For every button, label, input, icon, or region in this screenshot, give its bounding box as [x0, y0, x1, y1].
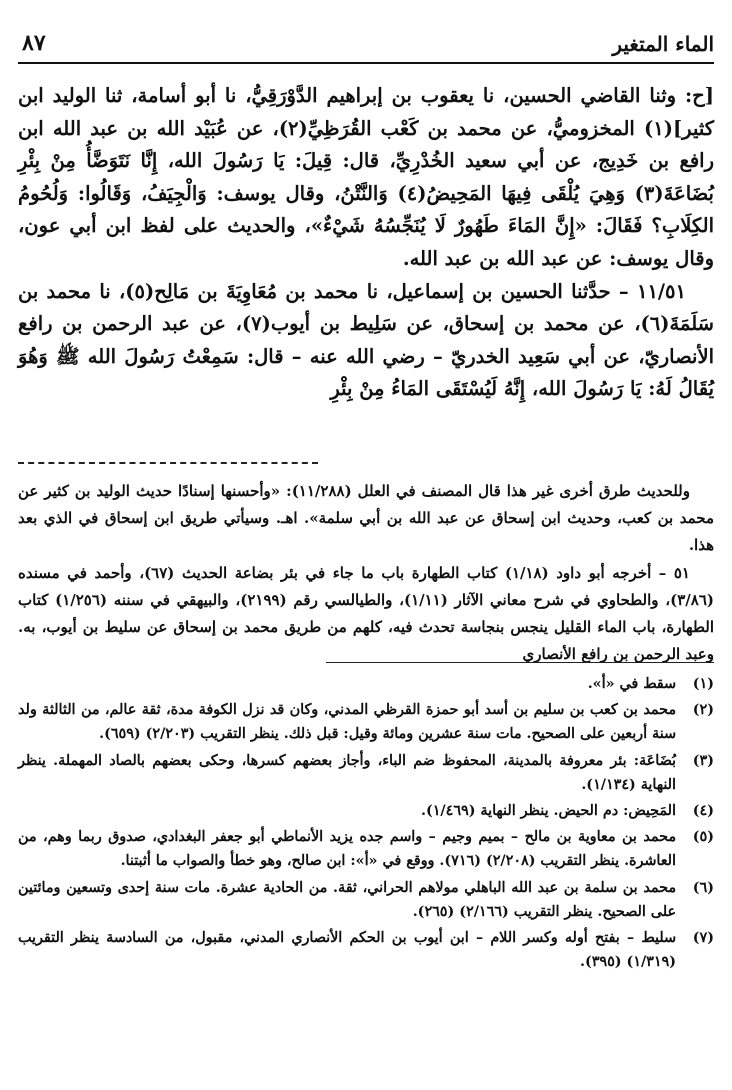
page-header — [18, 28, 714, 64]
commentary-paragraph-2: ٥١ – أخرجه أبو داود (١/١٨) كتاب الطهارة باب ما جاء في بئر بضاعة الحديث (٦٧)، وأحمد في مسنده (٣/٨٦)، والطحاوي في شرح معاني الآثار (١/١١)، والطيالسي رقم (٢١٩٩)، والبيهقي في سننه (١/٢٥٦) كتاب الطهارة، باب الماء القليل ينجس بنجاسة تحدث فيه، كلهم من طريق محمد بن إسحاق عن سليط بن أيوب، به. وعبد الرحمن بن رافع الأنصاري — [18, 564, 714, 663]
commentary-paragraph-1: وللحديث طرق أخرى غير هذا قال المصنف في العلل (١١/٢٨٨): «وأحسنها إسنادًا حديث الوليد بن كثير عن محمد بن كعب، وحديث ابن إسحاق عن عبد الله بن أبي سلمة». اهـ. وسيأتي طريق ابن إسحاق في الذي بعد هذا. — [18, 482, 714, 554]
footnote-item — [18, 926, 714, 974]
footnote-text: محمد بن كعب بن سليم بن أسد أبو حمزة القرظي المدني، وكان قد نزل الكوفة مدة، ثقة عالم، من الثالثة ولد سنة أربعين على الصحيح. مات سنة عشرين ومائة وقيل: قبل ذلك. ينظر التقريب (٢/٢٠٣) (٦٥٩). — [18, 702, 676, 743]
hadith-paragraph-2: ١١/٥١ – حدَّثنا الحسين بن إسماعيل، نا محمد بن مُعَاوِيَةَ بن مَالِح(٥)، نا محمد بن سَلَمَةَ(٦)، عن محمد بن إسحاق، عن سَلِيط بن أيوب(٧)، عن عبد الرحمن بن رافع الأنصاريّ، عن أبي سَعِيد الخدريّ – رضي الله عنه – قال: سَمِعْتُ رَسُولَ الله ﷺ وَهُوَ يُقَالُ لَهُ: يَا رَسُولَ الله، إِنَّهُ لَيُسْتَقَى المَاءُ مِنْ بِئْرِ — [18, 279, 714, 401]
footnote-number: (٦) — [692, 879, 714, 896]
footnote-item — [18, 672, 714, 696]
footnote-number: (١) — [692, 676, 714, 692]
footnote-rule — [326, 662, 714, 663]
footnote-item — [18, 749, 714, 797]
footnote-number: (٧) — [692, 930, 714, 947]
footnote-text: المَحِيض: دم الحيض. ينظر النهاية (١/٤٦٩). — [420, 803, 676, 820]
footnote-number: (٢) — [692, 702, 714, 719]
page-number: ٨٧ — [22, 30, 46, 56]
footnote-item — [18, 825, 714, 873]
footnote-item — [18, 799, 714, 823]
footnotes — [18, 672, 714, 976]
commentary — [18, 478, 714, 670]
running-title: الماء المتغير — [612, 32, 714, 56]
footnote-text: محمد بن سلمة بن عبد الله الباهلي مولاهم الحراني، ثقة. من الحادية عشرة. مات سنة إحدى وتسعين ومائتين على الصحيح. ينظر التقريب (٢/١٦٦) (٢٦٥). — [18, 879, 676, 920]
footnote-text: محمد بن معاوية بن مالح – بميم وجيم – واسم جده يزيد الأنماطي أبو جعفر البغدادي، صدوق ربما وهم، من العاشرة. ينظر التقريب (٢/٢٠٨) (٧١٦). ووقع في «أ»: ابن صالح، وهو خطأ والصواب ما أثبتنا. — [18, 829, 676, 870]
footnote-number: (٥) — [692, 829, 714, 846]
footnote-number: (٣) — [692, 752, 714, 769]
dashed-separator — [18, 462, 318, 464]
hadith-paragraph-1: [ح: وثنا القاضي الحسين، نا يعقوب بن إبراهيم الدَّوْرَقِيُّ، نا أبو أسامة، ثنا الوليد ابن كثير](١) المخزوميُّ، عن محمد بن كَعْب القُرَظِيِّ(٢)، عن عُبَيْد الله بن عبد الله ابن رافع بن خَدِيج، عن أبي سعيد الخُدْرِيِّ، قال: قِيلَ: يَا رَسُولَ الله، إِنَّا نَتَوَضَّأُ مِنْ بِئْرِ بُضَاعَةَ(٣) وَهِيَ يُلْقَى فِيهَا المَحِيضُ(٤) وَالنَّتْنُ، وقال يوسف: وَالْجِيَفُ، وَقَالُوا: وَلُحُومُ الكِلَابِ؟ فَقَالَ: «إِنَّ المَاءَ طَهُورٌ لَا يُنَجِّسُهُ شَيْءٌ»، والحديث على لفظ ابن أبي عون، وقال يوسف: عن عبد الله بن عبد الله. — [18, 84, 714, 270]
footnote-text: سقط في «أ». — [587, 676, 676, 692]
footnote-text: بُضَاعَة: بئر معروفة بالمدينة، المحفوظ ضم الباء، وأجاز بعضهم كسرها، وحكى بعضهم بالصاد المهملة. ينظر النهاية (١/١٣٤). — [18, 752, 676, 793]
footnote-text: سليط – بفتح أوله وكسر اللام – ابن أيوب بن الحكم الأنصاري المدني، مقبول، من السادسة ينظر التقريب (١/٣١٩) (٣٩٥). — [18, 930, 676, 971]
hadith-text — [18, 80, 714, 406]
footnote-number: (٤) — [692, 803, 714, 820]
footnote-item — [18, 698, 714, 746]
footnote-item — [18, 876, 714, 924]
